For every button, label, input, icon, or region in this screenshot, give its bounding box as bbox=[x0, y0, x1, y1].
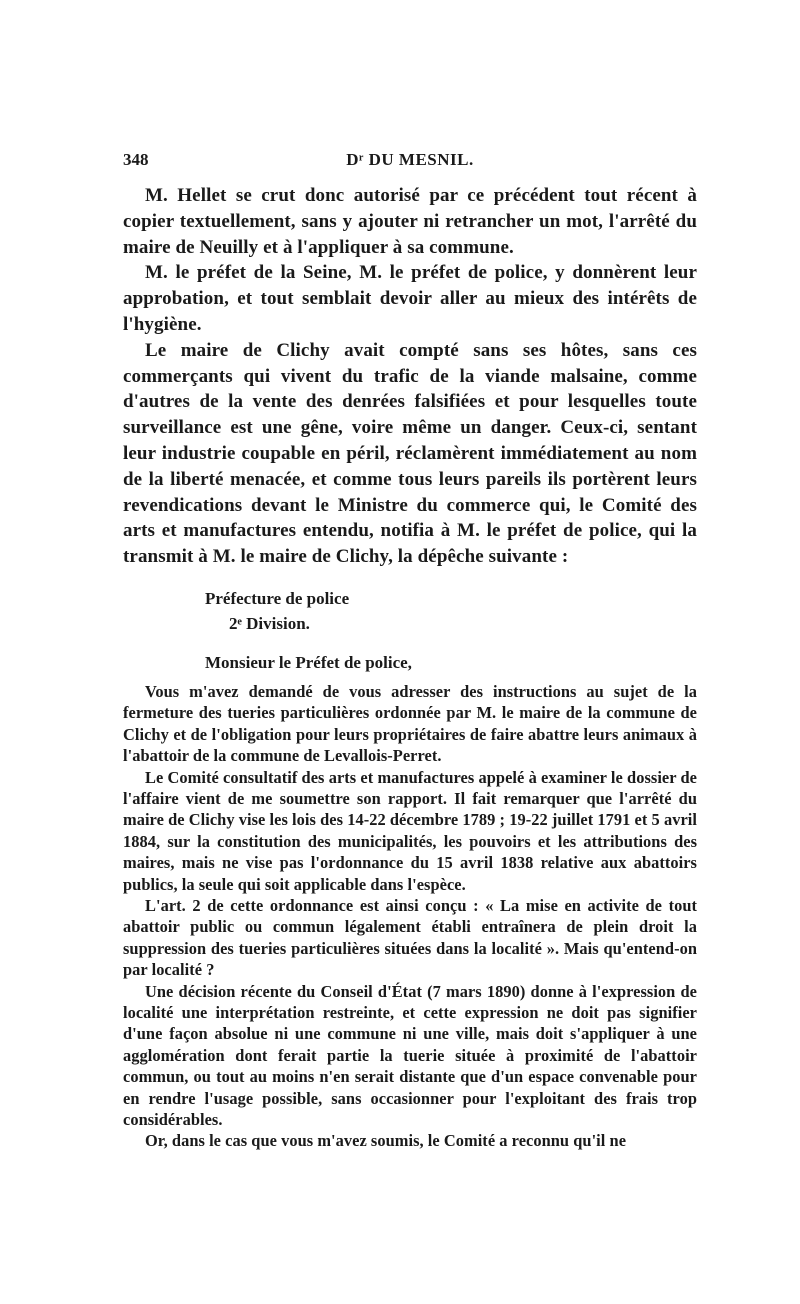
book-page bbox=[123, 150, 697, 1152]
paragraph: M. Hellet se crut donc autorisé par ce précédent tout récent à copier textuellement, sans y ajouter ni retrancher un mot, l'arrêté du maire de Neuilly et à l'appliquer à sa commune. bbox=[123, 185, 697, 258]
letter-paragraph: Vous m'avez demandé de vous adresser des instructions au sujet de la fermeture des tueries particulières ordonnée par M. le maire de la commune de Clichy et de l'obligation pour leurs propriétaires de faire abattre leurs animaux à l'abattoir de la commune de Levallois-Perret. bbox=[123, 681, 697, 766]
letter-heading-division: 2ᵉ Division. bbox=[229, 613, 310, 633]
page-header bbox=[123, 150, 697, 174]
letter-paragraph: Une décision récente du Conseil d'État (7 mars 1890) donne à l'expression de localité une interprétation restreinte, et cette expression ne doit pas signifier d'une façon absolue ni une commune ni une ville, mais doit s'appliquer à une agglomération dont ferait partie la tuerie située à proximité de l'abattoir commun, ou tout au moins n'en serait distante que d'un espace convenable pour en rendre l'usage possible, sans occasionner pour l'exploitant des frais trop considérables. bbox=[123, 981, 697, 1130]
letter-salutation: Monsieur le Préfet de police, bbox=[205, 652, 412, 672]
main-text bbox=[123, 183, 697, 570]
paragraph: M. le préfet de la Seine, M. le préfet de police, y donnèrent leur approbation, et tout semblait devoir aller au mieux des intérêts de l'hygiène. bbox=[123, 262, 697, 335]
running-head: Dʳ DU MESNIL. bbox=[346, 150, 474, 169]
letter-paragraph: Le Comité consultatif des arts et manufactures appelé à examiner le dossier de l'affaire vient de me soumettre son rapport. Il fait remarquer que l'arrêté du maire de Clichy vise les lois des 14-22 décembre 1789 ; 19-22 juillet 1791 et 5 avril 1884, sur la constitution des municipalités, les pouvoirs et les attributions des maires, mais ne vise pas l'ordonnance du 15 avril 1838 relative aux abattoirs publics, la seule qui soit applicable dans l'espèce. bbox=[123, 767, 697, 894]
letter-heading bbox=[205, 586, 697, 636]
letter-heading-office: Préfecture de police bbox=[205, 588, 350, 608]
page-number: 348 bbox=[123, 150, 149, 169]
letter-body bbox=[123, 681, 697, 1152]
paragraph: Le maire de Clichy avait compté sans ses hôtes, sans ces commerçants qui vivent du trafic de la viande malsaine, comme d'autres de la vente des denrées falsifiées et pour lesquelles toute surveillance est une gêne, voire même un danger. Ceux-ci, sentant leur industrie coupable en péril, réclamèrent immédiatement au nom de la liberté menacée, et comme tous leurs pareils ils portèrent leurs revendications devant le Ministre du commerce qui, le Comité des arts et manufactures entendu, notifia à M. le préfet de police, qui la transmit à M. le maire de Clichy, la dépêche suivante : bbox=[123, 339, 697, 568]
letter-paragraph: L'art. 2 de cette ordonnance est ainsi conçu : « La mise en activite de tout abattoir public ou commun légalement établi entraînera de plein droit la suppression des tueries particulières situées dans la localité ». Mais qu'entend-on par localité ? bbox=[123, 896, 697, 980]
letter-paragraph: Or, dans le cas que vous m'avez soumis, le Comité a reconnu qu'il ne bbox=[145, 1131, 627, 1151]
